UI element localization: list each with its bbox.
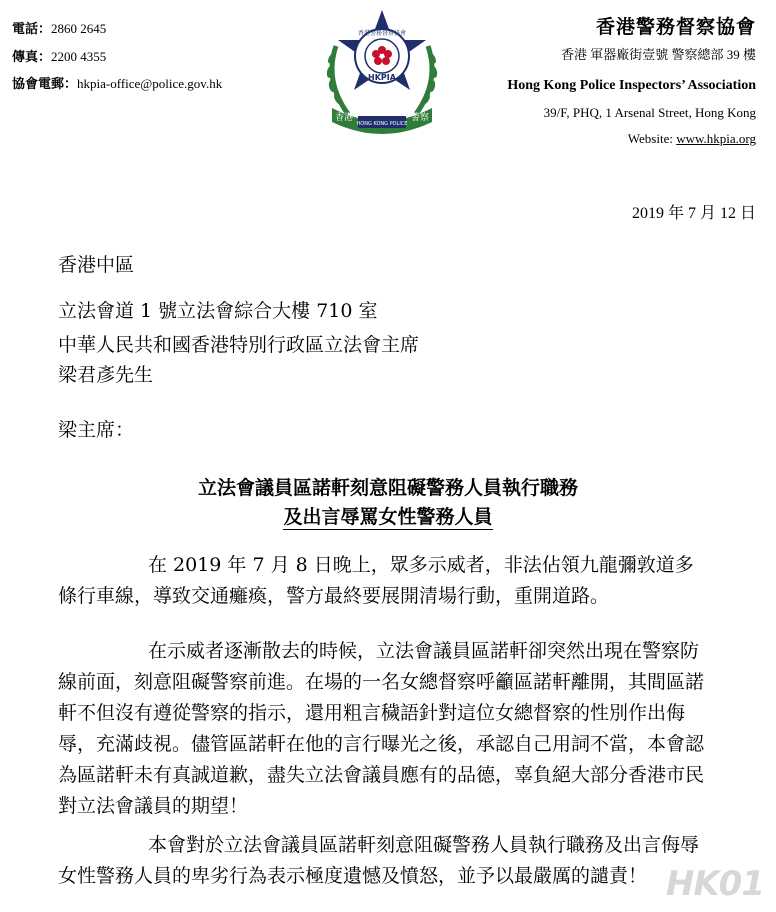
subject-line-1: 立法會議員區諾軒刻意阻礙警務人員執行職務 bbox=[197, 477, 578, 499]
body-paragraph-3: 本會對於立法會議員區諾軒刻意阻礙警務人員執行職務及出言侮辱女性警務人員的卑劣行為表示極度遺憾及憤怒，並予以最嚴厲的譴責！ bbox=[58, 834, 700, 887]
email-address[interactable]: hkpia-office@police.gov.hk bbox=[77, 76, 223, 91]
fax-number: 2200 4355 bbox=[51, 49, 107, 64]
subject-line-2-text: 及出言辱罵女性警務人員 bbox=[283, 506, 493, 528]
logo-abbr: HKPIA bbox=[368, 73, 396, 82]
salutation: 梁主席： bbox=[58, 419, 135, 441]
fax-line bbox=[12, 46, 106, 65]
recipient-line: 中華人民共和國香港特別行政區立法會主席 bbox=[58, 334, 420, 356]
website-link[interactable]: www.hkpia.org bbox=[676, 131, 756, 146]
body-paragraph-1: 在 2019 年 7 月 8 日晚上，眾多示威者，非法佔領九龍彌敦道多條行車線，導致交通癱瘓，警方最終要展開清場行動，重開道路。 bbox=[58, 554, 694, 607]
phone-label: 電話： bbox=[12, 21, 52, 36]
phone-line bbox=[12, 18, 106, 37]
org-website-line bbox=[628, 131, 756, 147]
logo-banner-left: 香港 bbox=[334, 113, 354, 123]
recipient-line: 香港中區 bbox=[58, 254, 135, 276]
hk01-watermark: HK01 bbox=[665, 864, 764, 904]
body-paragraph-2: 在示威者逐漸散去的時候，立法會議員區諾軒卻突然出現在警察防線前面，刻意阻礙警察前進。在場的一名女總督察呼籲區諾軒離開，其間區諾軒不但沒有遵從警察的指示，還用粗言穢語針對這位女總督察的性別作出侮辱，充滿歧視。儘管區諾軒在他的言行曝光之後，承認自己用詞不當，本會認為區諾軒未有真誠道歉，盡失立法會議員應有的品德，辜負絕大部分香港市民對立法會議員的期望！ bbox=[58, 640, 705, 817]
website-label: Website: bbox=[627, 131, 677, 146]
fax-label: 傳真： bbox=[12, 49, 52, 64]
logo-ring-text: 香港警務督察協會 bbox=[357, 30, 407, 37]
org-address-en: 39/F, PHQ, 1 Arsenal Street, Hong Kong bbox=[543, 105, 756, 120]
phone-number: 2860 2645 bbox=[51, 21, 107, 36]
logo-banner-right: 警察 bbox=[410, 113, 430, 123]
org-name-en: Hong Kong Police Inspectors’ Association bbox=[507, 78, 756, 93]
hkpia-badge-logo bbox=[318, 6, 446, 142]
org-name-zh: 香港警務督察協會 bbox=[595, 17, 756, 38]
recipient-line: 梁君彥先生 bbox=[58, 364, 154, 386]
logo-banner-mid: HONG KONG POLICE bbox=[356, 121, 408, 127]
recipient-line: 立法會道 1 號立法會綜合大樓 710 室 bbox=[58, 300, 378, 322]
email-line bbox=[12, 73, 222, 92]
letter-date: 2019 年 7 月 12 日 bbox=[631, 205, 756, 222]
email-label: 協會電郵： bbox=[12, 76, 78, 91]
subject-line-2 bbox=[0, 502, 776, 529]
org-address-zh: 香港 軍器廠街壹號 警察總部 39 樓 bbox=[560, 47, 756, 62]
